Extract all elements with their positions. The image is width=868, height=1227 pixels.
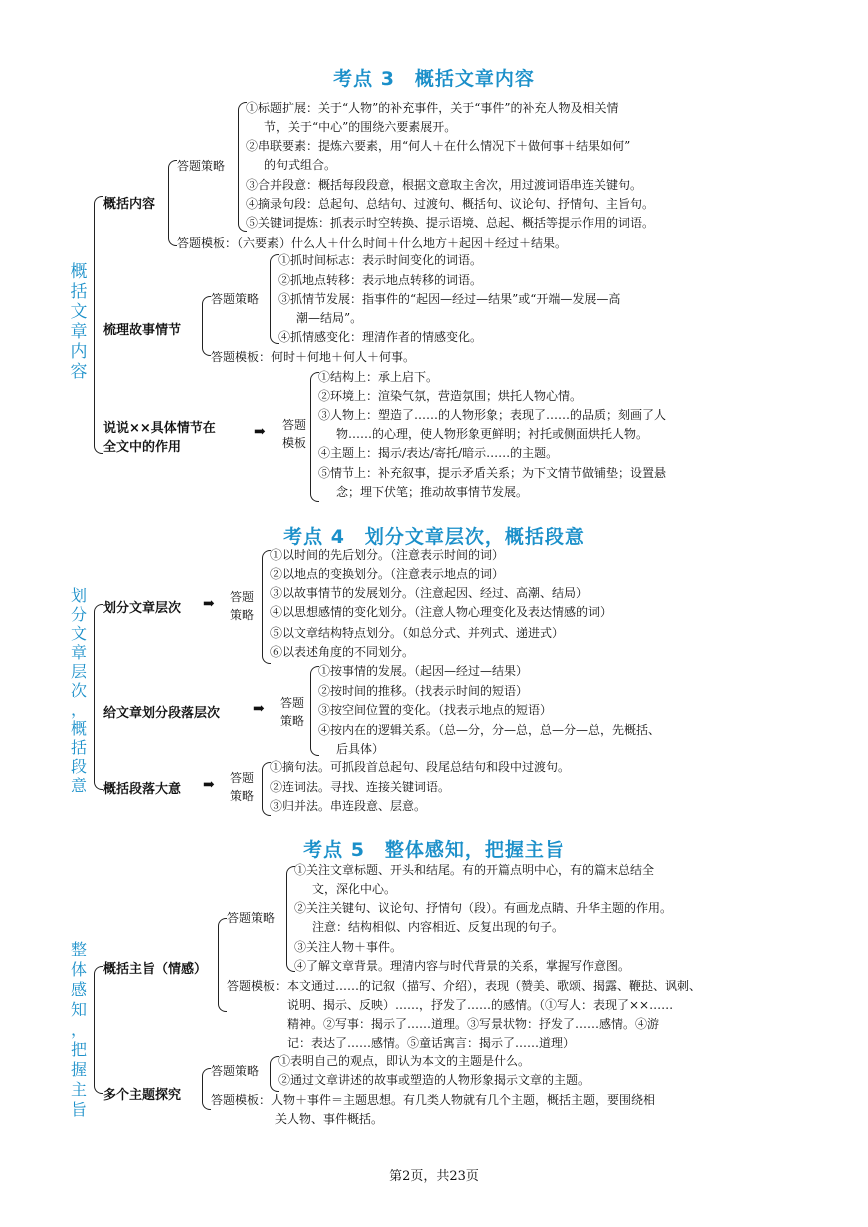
section5-title: 考点 5 整体感知，把握主旨 bbox=[303, 839, 565, 861]
brace bbox=[168, 160, 177, 246]
list-item: ②连词法。寻找、连接关键词语。 bbox=[270, 780, 451, 794]
brace bbox=[218, 918, 227, 1012]
node-multi-theme: 多个主题探究 bbox=[103, 1088, 182, 1103]
strategy-label: 策略 bbox=[230, 789, 255, 803]
list-item: ③归并法。串连段意、层意。 bbox=[270, 799, 427, 813]
list-item: ③按空间位置的变化。（找表示地点的短语） bbox=[318, 703, 553, 717]
list-item: 文，深化中心。 bbox=[312, 882, 397, 896]
list-item: 后具体） bbox=[336, 742, 385, 756]
strategy-label: 答题策略 bbox=[227, 911, 276, 925]
node-plot-role-line2: 全文中的作用 bbox=[103, 440, 182, 455]
list-item: ⑤情节上：补充叙事，提示矛盾关系；为下文情节做铺垫；设置悬 bbox=[318, 466, 667, 480]
arrow-right-icon: ➡ bbox=[254, 424, 266, 440]
arrow-right-icon: ➡ bbox=[253, 701, 265, 717]
list-item: ②关注关键句、议论句、抒情句（段）。有画龙点睛、升华主题的作用。 bbox=[294, 901, 673, 915]
list-item: ①标题扩展：关于“人物”的补充事件，关于“事件”的补充人物及相关情 bbox=[246, 101, 619, 115]
list-item: ①表明自己的观点，即认为本文的主题是什么。 bbox=[278, 1054, 531, 1068]
list-item: ③抓情节发展：指事件的“起因—经过—结果”或“开端—发展—高 bbox=[278, 292, 621, 306]
strategy-label: 策略 bbox=[280, 714, 305, 728]
list-item: ④抓情感变化：理清作者的情感变化。 bbox=[278, 330, 483, 344]
template-text: 说明、揭示、反映）……，抒发了……的感情。（①写人：表现了××…… bbox=[287, 998, 674, 1012]
section3-title: 考点 3 概括文章内容 bbox=[333, 68, 535, 90]
section4-title: 考点 4 划分文章层次，概括段意 bbox=[283, 526, 585, 548]
list-item: 的句式组合。 bbox=[264, 158, 337, 172]
template-label: 模板 bbox=[282, 436, 307, 450]
section3-brace bbox=[94, 196, 103, 454]
node-divide-levels: 划分文章层次 bbox=[103, 601, 182, 616]
list-item: ③以故事情节的发展划分。（注意起因、经过、高潮、结局） bbox=[270, 586, 589, 600]
template-text: 答题模板：何时＋何地＋何人＋何事。 bbox=[211, 350, 416, 364]
list-item: ②按时间的推移。（找表示时间的短语） bbox=[318, 684, 529, 698]
list-item: ②以地点的变换划分。（注意表示地点的词） bbox=[270, 567, 505, 581]
arrow-right-icon: ➡ bbox=[203, 596, 215, 612]
list-item: ②环境上：渲染气氛，营造氛围；烘托人物心情。 bbox=[318, 389, 583, 403]
template-text: 人物＋事件＝主题思想。有几类人物就有几个主题，概括主题，要围绕相 bbox=[271, 1093, 656, 1107]
list-item: ①关注文章标题、开头和结尾。有的开篇点明中心，有的篇末总结全 bbox=[294, 863, 655, 877]
node-main-theme: 概括主旨（情感） bbox=[103, 962, 208, 977]
section3-label: 概 括 文 章 内 容 bbox=[70, 262, 88, 382]
section4-brace bbox=[94, 604, 103, 790]
section5-brace bbox=[94, 966, 103, 1094]
page-number: 第2页，共23页 bbox=[389, 1169, 479, 1184]
list-item: ②串联要素：提炼六要素，用“何人＋在什么情况下＋做何事＋结果如何” bbox=[246, 139, 631, 153]
list-item: ②通过文章讲述的故事或塑造的人物形象揭示文章的主题。 bbox=[278, 1073, 591, 1087]
list-item: ①摘句法。可抓段首总起句、段尾总结句和段中过渡句。 bbox=[270, 760, 571, 774]
strategy-label: 答题 bbox=[230, 771, 255, 785]
strategy-label: 答题策略 bbox=[211, 292, 260, 306]
strategy-label: 答题策略 bbox=[211, 1064, 260, 1078]
list-item: 注意：结构相似、内容相近、反复出现的句子。 bbox=[312, 920, 565, 934]
template-label: 答题 bbox=[282, 418, 307, 432]
template-text: 精神。②写事：揭示了……道理。③写景状物：抒发了……感情。④游 bbox=[287, 1017, 660, 1031]
template-text: 答题模板：（六要素）什么人＋什么时间＋什么地方＋起因＋经过＋结果。 bbox=[177, 236, 568, 250]
list-item: 潮—结局”。 bbox=[296, 311, 363, 325]
node-summarize-content: 概括内容 bbox=[103, 197, 156, 212]
strategy-label: 答题 bbox=[230, 590, 255, 604]
template-text: 本文通过……的记叙（描写、介绍），表现（赞美、歌颂、揭露、鞭挞、讽刺、 bbox=[287, 979, 702, 993]
section4-label: 划 分 文 章 层 次 ， 概 括 段 意 bbox=[70, 586, 87, 795]
node-plot-role-line1: 说说××具体情节在 bbox=[103, 421, 216, 436]
list-item: ④摘录句段：总起句、总结句、过渡句、概括句、议论句、抒情句、主旨句。 bbox=[246, 197, 655, 211]
template-label: 答题模板： bbox=[227, 979, 288, 993]
list-item: 节，关于“中心”的围绕六要素展开。 bbox=[264, 120, 457, 134]
strategy-label: 答题策略 bbox=[177, 159, 226, 173]
list-item: ④按内在的逻辑关系。（总—分，分—总，总—分—总，先概括、 bbox=[318, 723, 661, 737]
list-item: ④主题上：揭示/表达/寄托/暗示……的主题。 bbox=[318, 446, 559, 460]
arrow-right-icon: ➡ bbox=[203, 777, 215, 793]
list-item: ③人物上：塑造了……的人物形象；表现了……的品质；刻画了人 bbox=[318, 408, 667, 422]
list-item: ③关注人物＋事件。 bbox=[294, 940, 403, 954]
list-item: ②抓地点转移：表示地点转移的词语。 bbox=[278, 273, 483, 287]
list-item: ①以时间的先后划分。（注意表示时间的词） bbox=[270, 548, 505, 562]
strategy-label: 策略 bbox=[230, 608, 255, 622]
list-item: 物……的心理，使人物形象更鲜明；衬托或侧面烘托人物。 bbox=[336, 427, 649, 441]
list-item: ⑤以文章结构特点划分。（如总分式、并列式、递进式） bbox=[270, 626, 565, 640]
template-label: 答题模板： bbox=[211, 1093, 272, 1107]
node-paragraph-levels: 给文章划分段落层次 bbox=[103, 706, 221, 721]
list-item: ⑥以表述角度的不同划分。 bbox=[270, 645, 415, 659]
node-plot: 梳理故事情节 bbox=[103, 323, 182, 338]
list-item: ④了解文章背景。理清内容与时代背景的关系，掌握写作意图。 bbox=[294, 959, 631, 973]
node-paragraph-gist: 概括段落大意 bbox=[103, 782, 182, 797]
section5-label: 整 体 感 知 ， 把 握 主 旨 bbox=[70, 940, 87, 1119]
template-text: 关人物、事件概括。 bbox=[275, 1112, 384, 1126]
list-item: ①抓时间标志：表示时间变化的词语。 bbox=[278, 253, 483, 267]
brace bbox=[202, 1068, 211, 1110]
template-text: 记：表达了……感情。⑤童话寓言：揭示了……道理） bbox=[287, 1036, 576, 1050]
list-item: ③合并段意：概括每段段意，根据文意取主舍次，用过渡词语串连关键句。 bbox=[246, 178, 643, 192]
list-item: 念；埋下伏笔；推动故事情节发展。 bbox=[336, 485, 529, 499]
list-item: ⑤关键词提炼：抓表示时空转换、提示语境、总起、概括等提示作用的词语。 bbox=[246, 216, 655, 230]
list-item: ④以思想感情的变化划分。（注意人物心理变化及表达情感的词） bbox=[270, 605, 613, 619]
list-item: ①按事情的发展。（起因—经过—结果） bbox=[318, 664, 529, 678]
brace bbox=[202, 296, 211, 356]
list-item: ①结构上：承上启下。 bbox=[318, 370, 439, 384]
strategy-label: 答题 bbox=[280, 696, 305, 710]
